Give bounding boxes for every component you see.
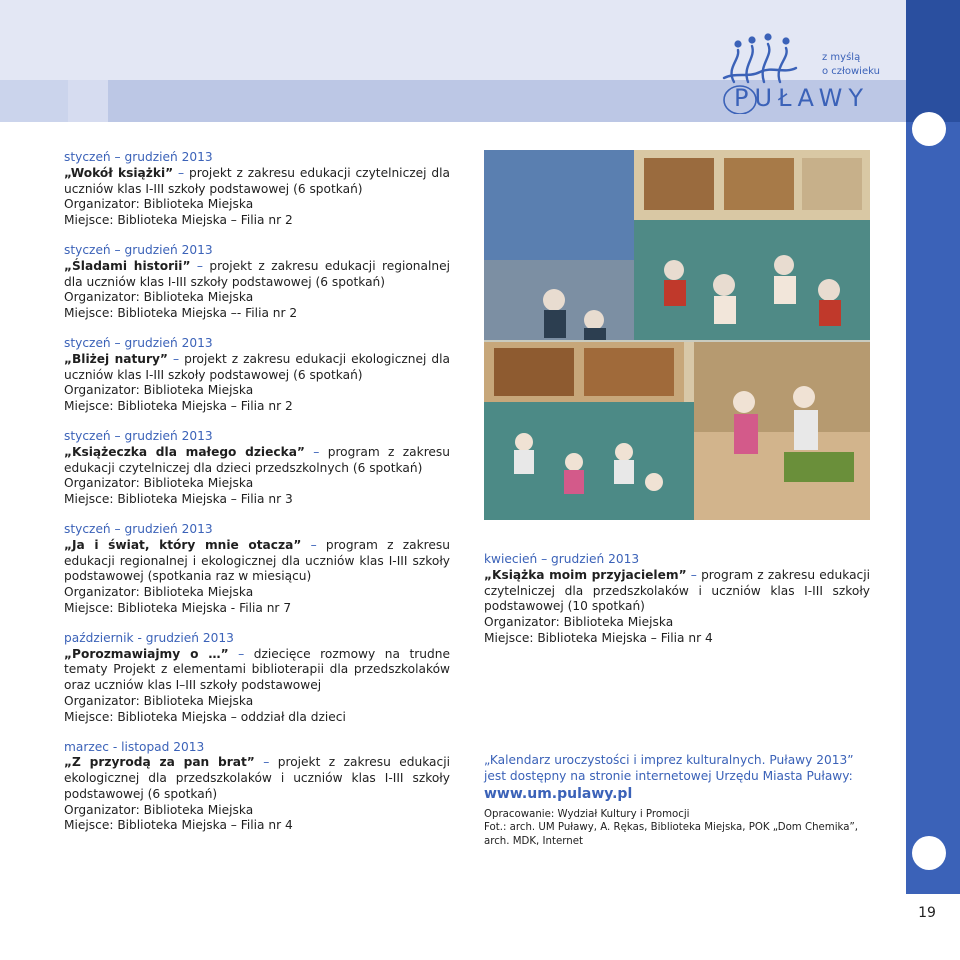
library-photo-bottom	[484, 342, 870, 520]
event-title: „Porozmawiajmy o …”	[64, 646, 229, 661]
event-title: „Bliżej natury”	[64, 351, 168, 366]
event-organizer: Organizator: Biblioteka Miejska	[64, 585, 254, 600]
event-description: program z zakresu edukacji czytelniczej dla przedszkolaków i uczniów klas I-III szkoły podstawowej (10 spotkań)	[484, 567, 871, 614]
event-date: styczeń – grudzień 2013	[64, 521, 213, 536]
event-title: „Książka moim przyjacielem”	[484, 567, 687, 582]
event-title: „Wokół książki”	[64, 165, 174, 180]
event-entry	[64, 429, 450, 508]
event-organizer: Organizator: Biblioteka Miejska	[64, 476, 254, 491]
event-description: projekt z zakresu edukacji regionalnej dla uczniów klas I-III szkoły podstawowej (6 spotkań)	[64, 258, 450, 289]
event-entry	[64, 150, 450, 229]
event-dash: –	[301, 537, 326, 552]
event-place: Miejsce: Biblioteka Miejska – oddział dla dzieci	[64, 709, 346, 724]
event-description: program z zakresu edukacji regionalnej i ekologicznej dla uczniów klas I-III szkoły podstawowej (spotkania raz w miesiącu)	[64, 537, 450, 584]
event-entry	[484, 552, 870, 647]
event-dash: –	[190, 258, 210, 273]
event-entry	[64, 522, 450, 617]
event-place: Miejsce: Biblioteka Miejska – Filia nr 2	[64, 399, 293, 414]
decor-circle-top	[912, 112, 946, 146]
event-place: Miejsce: Biblioteka Miejska – Filia nr 3	[64, 492, 293, 507]
calendar-info	[484, 752, 870, 802]
event-description: dziecięce rozmowy na trudne tematy Projekt z elementami biblioterapii dla przedszkolaków oraz uczniów klas I–III szkoły podstawowej	[64, 646, 450, 693]
event-date: październik - grudzień 2013	[64, 630, 234, 645]
logo-slogan-line2: o człowieku	[822, 66, 880, 77]
logo-slogan-line1: z myślą	[822, 52, 861, 63]
event-description: projekt z zakresu edukacji czytelniczej dla uczniów klas I-III szkoły podstawowej (6 spotkań)	[64, 165, 451, 196]
event-dash: –	[167, 351, 185, 366]
event-description: projekt z zakresu edukacji ekologicznej dla uczniów klas I-III szkoły podstawowej (6 spotkań)	[64, 351, 451, 382]
event-organizer: Organizator: Biblioteka Miejska	[64, 290, 254, 305]
event-dash: –	[173, 165, 189, 180]
event-organizer: Organizator: Biblioteka Miejska	[64, 383, 254, 398]
events-column-right	[484, 552, 870, 661]
event-date: styczeń – grudzień 2013	[64, 242, 213, 257]
event-title: „Ja i świat, który mnie otacza”	[64, 537, 302, 552]
event-organizer: Organizator: Biblioteka Miejska	[64, 693, 254, 708]
photo-collage	[484, 150, 870, 520]
website-link[interactable]: www.um.pulawy.pl	[484, 786, 633, 802]
event-description: projekt z zakresu edukacji ekologicznej dla przedszkolaków i uczniów klas I-III szkoły podstawowej (6 spotkań)	[64, 755, 450, 801]
event-entry	[64, 336, 450, 415]
header-stripe-block	[0, 80, 68, 122]
event-title: „Śladami historii”	[64, 258, 191, 273]
event-dash: –	[304, 444, 328, 459]
credits-line2: Fot.: arch. UM Puławy, A. Rękas, Biblioteka Miejska, POK „Dom Chemika”, arch. MDK, Internet	[484, 822, 859, 847]
event-entry	[64, 243, 450, 322]
logo-wordmark: PUŁAWY	[734, 84, 870, 112]
side-bar-corner	[906, 0, 960, 122]
event-place: Miejsce: Biblioteka Miejska – Filia nr 2	[64, 213, 293, 228]
event-place: Miejsce: Biblioteka Miejska – Filia nr 4	[64, 818, 293, 833]
decor-circle-bottom	[912, 836, 946, 870]
event-entry	[64, 740, 450, 835]
credits	[484, 808, 870, 848]
event-entry	[64, 631, 450, 726]
page-number: 19	[918, 905, 936, 921]
event-dash: –	[254, 755, 278, 770]
event-title: „Z przyrodą za pan brat”	[64, 755, 255, 770]
event-date: styczeń – grudzień 2013	[64, 428, 213, 443]
calendar-info-text: „Kalendarz uroczystości i imprez kulturalnych. Puławy 2013” jest dostępny na stronie internetowej Urzędu Miasta Puławy:	[484, 753, 854, 783]
event-date: styczeń – grudzień 2013	[64, 150, 213, 164]
events-column-left	[64, 150, 450, 848]
event-dash: –	[686, 567, 702, 582]
event-place: Miejsce: Biblioteka Miejska - Filia nr 7	[64, 600, 292, 615]
credits-line1: Opracowanie: Wydział Kultury i Promocji	[484, 809, 690, 820]
header-stripe-block	[68, 80, 108, 122]
page-number-box	[906, 894, 960, 960]
event-dash: –	[228, 646, 254, 661]
event-date: styczeń – grudzień 2013	[64, 335, 213, 350]
event-organizer: Organizator: Biblioteka Miejska	[64, 802, 254, 817]
event-organizer: Organizator: Biblioteka Miejska	[64, 197, 254, 212]
event-place: Miejsce: Biblioteka Miejska –- Filia nr 2	[64, 306, 298, 321]
event-organizer: Organizator: Biblioteka Miejska	[484, 615, 674, 630]
event-date: kwiecień – grudzień 2013	[484, 552, 640, 566]
event-place: Miejsce: Biblioteka Miejska – Filia nr 4	[484, 630, 713, 645]
event-description: program z zakresu edukacji czytelniczej dla dzieci przedszkolnych (6 spotkań)	[64, 444, 451, 475]
event-title: „Książeczka dla małego dziecka”	[64, 444, 305, 459]
library-photo-top	[484, 150, 870, 340]
event-date: marzec - listopad 2013	[64, 739, 205, 754]
